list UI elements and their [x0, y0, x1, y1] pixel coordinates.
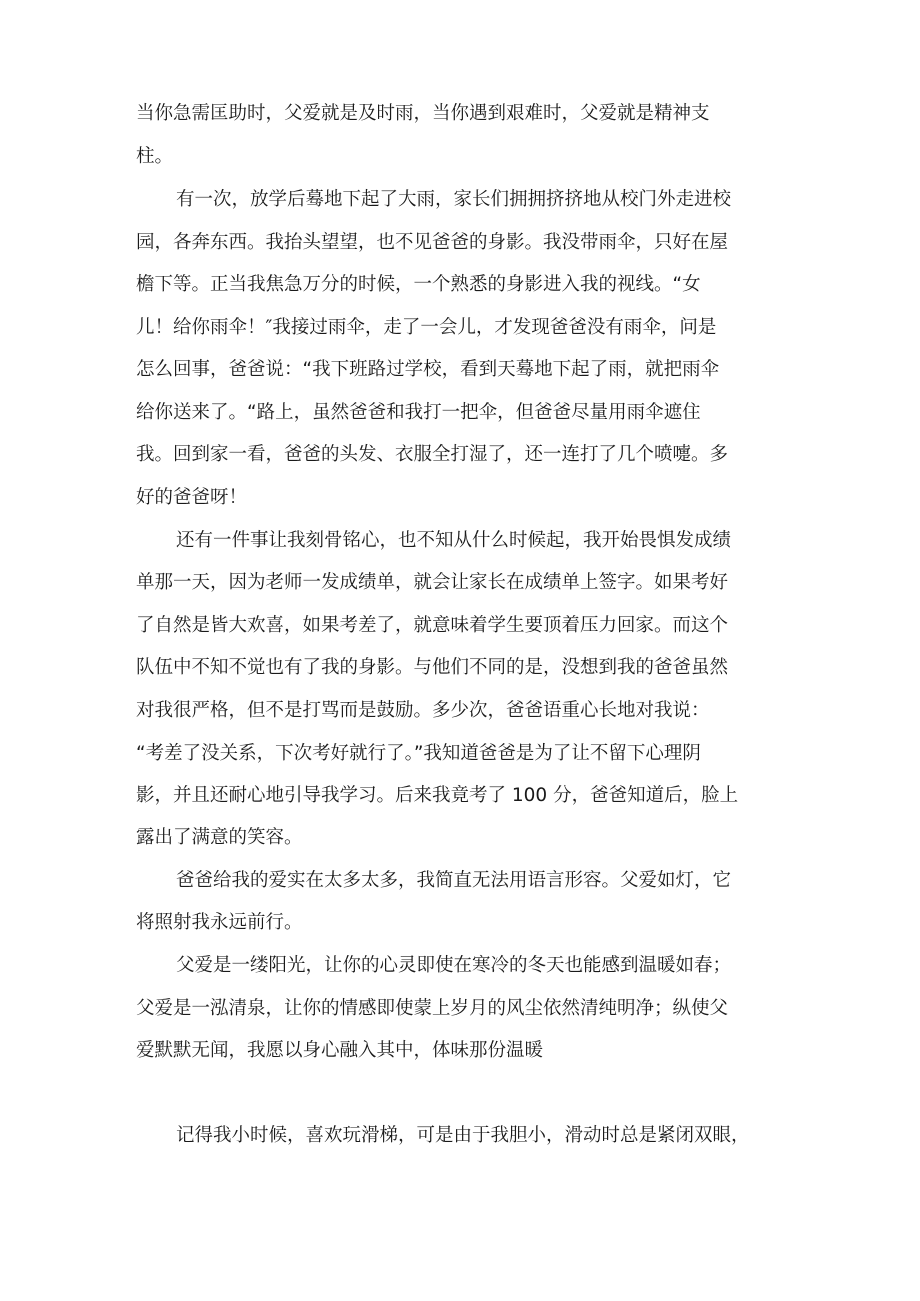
text-line: 檐下等。正当我焦急万分的时候，一个熟悉的身影进入我的视线。“女	[136, 274, 701, 295]
text-line: 单那一天，因为老师一发成绩单，就会让家长在成绩单上签字。如果考好	[136, 572, 729, 593]
text-line: 将照射我永远前行。	[136, 912, 303, 933]
text-line: 园，各奔东西。我抬头望望，也不见爸爸的身影。我没带雨伞，只好在屋	[136, 232, 729, 253]
text-line: 还有一件事让我刻骨铭心，也不知从什么时候起，我开始畏惧发成绩	[176, 530, 732, 551]
text-line: 我。回到家一看，爸爸的头发、衣服全打湿了，还一连打了几个喷嚏。多	[136, 444, 729, 465]
text-line: 儿！给你雨伞！″我接过雨伞，走了一会儿，才发现爸爸没有雨伞，问是	[136, 317, 717, 338]
text-line: 当你急需匡助时，父爱就是及时雨，当你遇到艰难时，父爱就是精神支	[136, 103, 710, 124]
text-line: 好的爸爸呀！	[136, 487, 248, 508]
text-line: 爱默默无闻，我愿以身心融入其中，体味那份温暖	[136, 1040, 544, 1061]
text-line: “考差了没关系，下次考好就行了。”我知道爸爸是为了让不留下心理阴	[136, 743, 701, 764]
text-line: 影，并且还耐心地引导我学习。后来我竟考了 100 分，爸爸知道后，脸上	[136, 785, 739, 806]
text-line: 怎么回事，爸爸说：“我下班路过学校，看到天蓦地下起了雨，就把雨伞	[136, 359, 720, 380]
text-line: 队伍中不知不觉也有了我的身影。与他们不同的是，没想到我的爸爸虽然	[136, 657, 729, 678]
text-line: 了自然是皆大欢喜，如果考差了，就意味着学生要顶着压力回家。而这个	[136, 615, 729, 636]
text-line: 对我很严格，但不是打骂而是鼓励。多少次，爸爸语重心长地对我说：	[136, 700, 710, 721]
text-line: 给你送来了。“路上，虽然爸爸和我打一把伞，但爸爸尽量用雨伞遮住	[136, 402, 701, 423]
text-line: 父爱是一缕阳光，让你的心灵即使在寒冷的冬天也能感到温暖如春；	[176, 955, 732, 976]
text-line: 父爱是一泓清泉，让你的情感即使蒙上岁月的风尘依然清纯明净；纵使父	[136, 998, 729, 1019]
text-line: 爸爸给我的爱实在太多太多，我简直无法用语言形容。父爱如灯，它	[176, 870, 732, 891]
text-line: 柱。	[136, 146, 174, 167]
text-line: 有一次，放学后蓦地下起了大雨，家长们拥拥挤挤地从校门外走进校	[176, 189, 732, 210]
text-line: 露出了满意的笑容。	[136, 827, 303, 848]
text-line: 记得我小时候，喜欢玩滑梯，可是由于我胆小，滑动时总是紧闭双眼，	[176, 1125, 750, 1146]
